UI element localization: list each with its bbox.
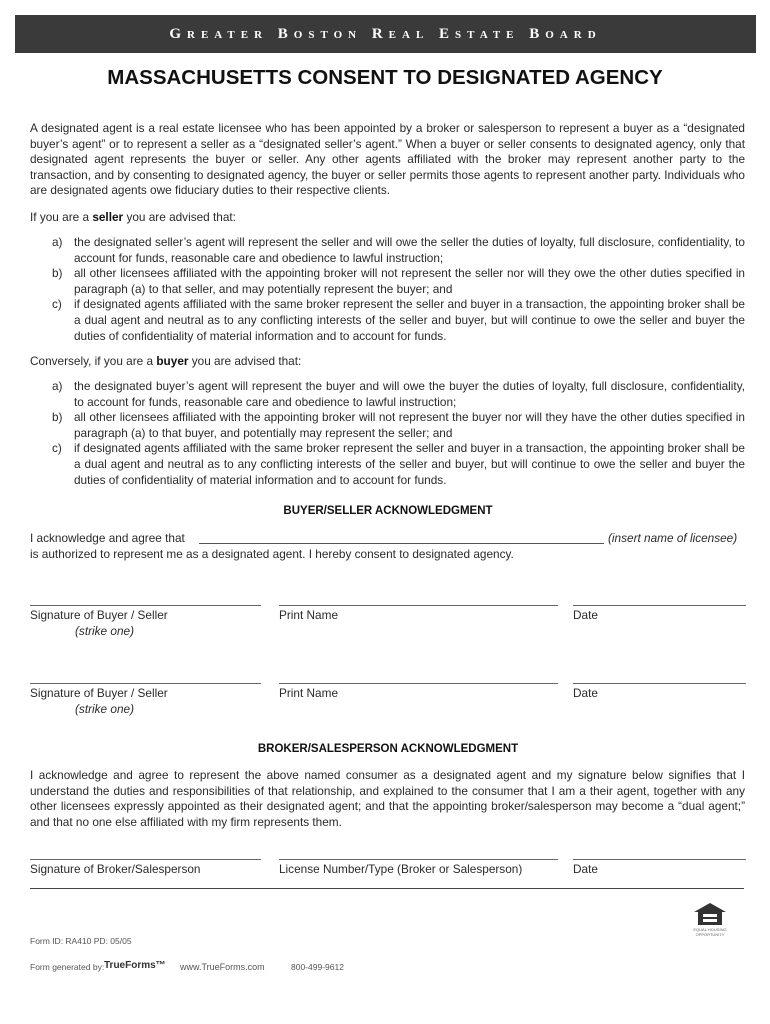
broker-ack-heading: BROKER/SALESPERSON ACKNOWLEDGMENT (257, 743, 519, 755)
list-item (30, 441, 745, 488)
list-text: all other licensees affiliated with the appointing broker will not represent the buyer nor will they have the other duties specified in paragraph (a) to that buyer, and potentially may represent the seller; and (74, 410, 745, 440)
buyer-lead-bold: buyer (156, 354, 189, 368)
list-text: the designated buyer’s agent will represent the buyer and will owe the buyer the duties of loyalty, full disclosure, confidentiality, to account for funds, reasonable care and obedience to lawful instruction; (74, 379, 745, 409)
footer-divider (30, 888, 744, 889)
licensee-note: (insert name of licensee) (608, 531, 738, 545)
buyer-lead-suffix: you are advised that: (191, 354, 302, 368)
list-item (30, 410, 745, 441)
print-name-field-2[interactable] (279, 683, 558, 684)
signature-label-1: Signature of Buyer / Seller (30, 608, 168, 622)
list-marker: a) (52, 379, 63, 393)
broker-ack-paragraph: I acknowledge and agree to represent the above named consumer as a designated agent and my signature below signifies that I understand the duties and responsibilities of that relationship, and explained to the consumer that I am a their agent, together with any other licensees expressly appointed as their designated agent; and that the appointing broker/salesperson may become a “dual agent;” and that no one else affiliated with my firm represents them. (30, 768, 745, 829)
list-item (30, 297, 745, 344)
list-marker: b) (52, 410, 63, 425)
date-label-1: Date (573, 608, 598, 622)
eho-caption: EQUAL HOUSING OPPORTUNITY (693, 927, 727, 937)
form-id: Form ID: RA410 PD: 05/05 (30, 936, 132, 946)
license-number-field[interactable] (279, 859, 558, 860)
signature-label-2: Signature of Buyer / Seller (30, 686, 168, 700)
list-item (30, 379, 745, 410)
date-label-2: Date (573, 686, 598, 700)
buyer-list (30, 379, 745, 488)
list-item (30, 266, 745, 297)
strike-one-note-2: (strike one) (75, 702, 135, 716)
header-band (15, 15, 756, 53)
seller-lead-bold: seller (92, 210, 124, 224)
trueforms-brand: TrueForms™ (104, 960, 166, 971)
list-marker: c) (52, 441, 62, 456)
seller-list (30, 235, 745, 344)
list-marker: b) (52, 266, 63, 281)
buyer-seller-ack-heading: BUYER/SELLER ACKNOWLEDGMENT (283, 505, 493, 517)
list-text: if designated agents affiliated with the same broker represent the seller and buyer in a transaction, the appointing broker shall be a dual agent and neutral as to any conflicting interests of the seller and buyer, but will continue to owe the seller and buyer the duties of confidentiality of material information and to account for funds. (74, 441, 745, 487)
date-field-1[interactable] (573, 605, 746, 606)
intro-paragraph: A designated agent is a real estate licensee who has been appointed by a broker or salesperson to represent a buyer as a “designated buyer’s agent” or to represent a seller as a “designated seller’s agent.” When a buyer or seller consents to designated agency, only that designated agent represents the buyer or seller. Any other agents affiliated with the broker may represent another party to the transaction, and by consenting to designated agency, the buyer or seller permits those agents to represent another party. Individuals who are designated agents owe fiduciary duties to their respective clients. (30, 121, 745, 198)
seller-lead-prefix: If you are a (30, 210, 90, 224)
board-name: Greater Boston Real Estate Board (169, 25, 602, 42)
trueforms-phone: 800-499-9612 (291, 962, 344, 972)
seller-lead (30, 210, 236, 224)
ack-line-2: is authorized to represent me as a designated agent. I hereby consent to designated agency. (30, 547, 514, 561)
trueforms-website[interactable]: www.TrueForms.com (180, 962, 265, 972)
seller-lead-suffix: you are advised that: (126, 210, 236, 224)
page-title: MASSACHUSETTS CONSENT TO DESIGNATED AGENCY (107, 66, 663, 89)
strike-one-note-1: (strike one) (75, 624, 135, 638)
broker-signature-field[interactable] (30, 859, 261, 860)
buyer-lead (30, 354, 301, 368)
date-field-2[interactable] (573, 683, 746, 684)
list-text: if designated agents affiliated with the same broker represent the seller and buyer in a transaction, the appointing broker shall be a dual agent and neutral as to any conflicting interests of the seller and buyer, but will continue to owe the seller and buyer the duties of confidentiality of material information and to account for funds. (74, 297, 745, 343)
ack-prefix: I acknowledge and agree that (30, 531, 185, 545)
broker-date-field[interactable] (573, 859, 746, 860)
list-text: all other licensees affiliated with the appointing broker will not represent the seller nor will they owe the other duties specified in paragraph (a) to that seller, and may potentially represent the buyer; and (74, 266, 745, 296)
license-label: License Number/Type (Broker or Salesperson) (279, 862, 523, 876)
list-marker: a) (52, 235, 63, 249)
signature-field-1[interactable] (30, 605, 261, 606)
print-name-label-2: Print Name (279, 686, 339, 700)
list-item (30, 235, 745, 266)
broker-signature-label: Signature of Broker/Salesperson (30, 862, 201, 876)
broker-date-label: Date (573, 862, 598, 876)
list-marker: c) (52, 297, 62, 312)
generated-by: Form generated by: (30, 962, 105, 972)
licensee-name-field[interactable] (199, 530, 604, 544)
print-name-field-1[interactable] (279, 605, 558, 606)
signature-field-2[interactable] (30, 683, 261, 684)
list-text: the designated seller’s agent will represent the seller and will owe the seller the duties of loyalty, full disclosure, confidentiality, to account for funds, reasonable care and obedience to lawful instruction; (74, 235, 745, 265)
buyer-lead-prefix: Conversely, if you are a (30, 354, 154, 368)
print-name-label-1: Print Name (279, 608, 339, 622)
